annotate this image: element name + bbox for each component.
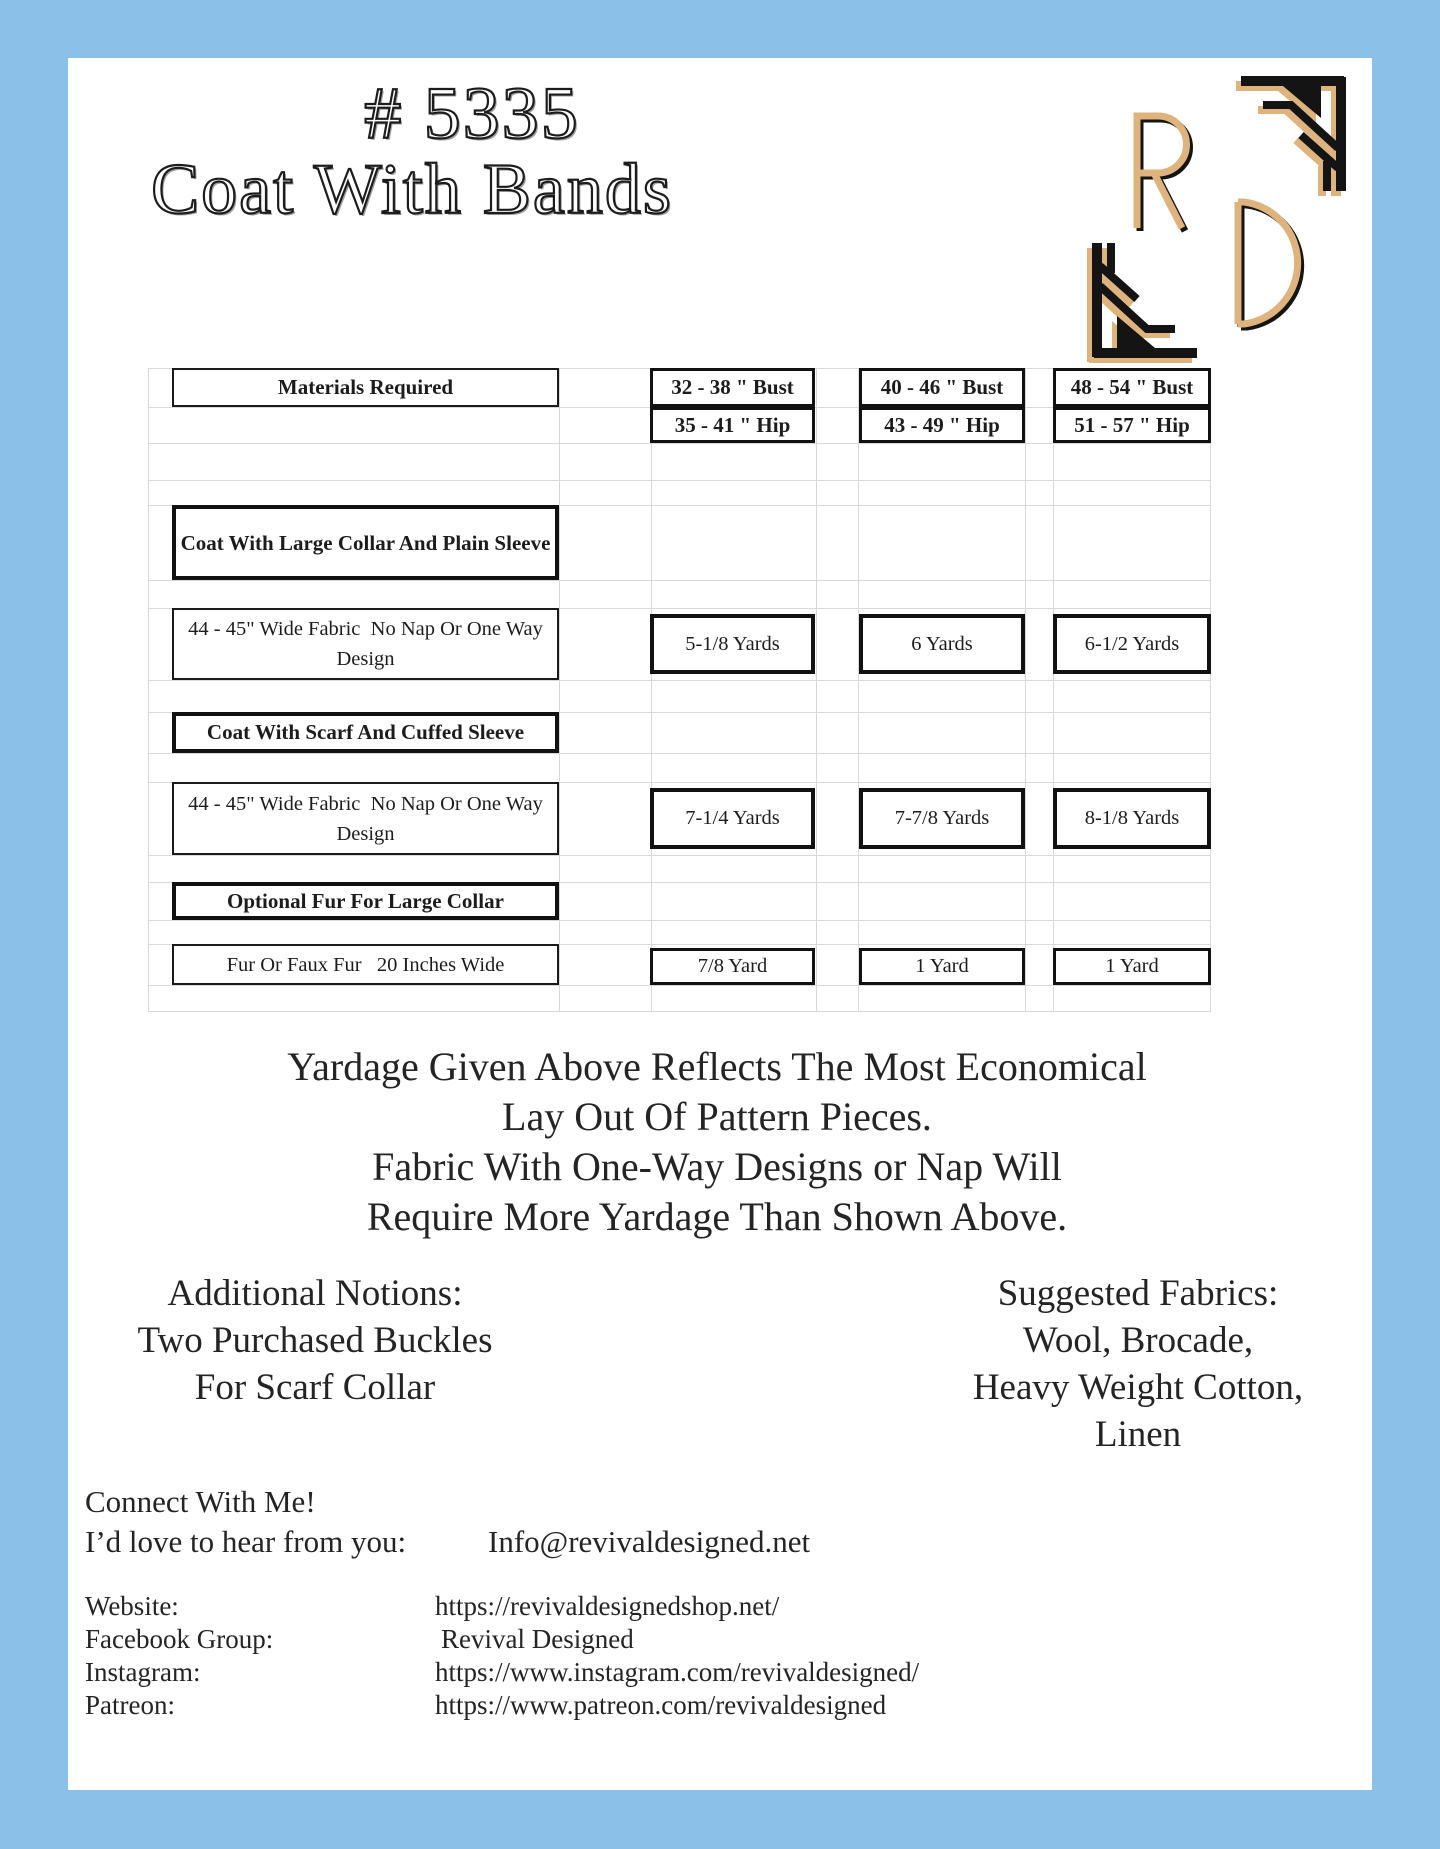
section-title-coat-large-collar: Coat With Large Collar And Plain Sleeve [172,505,559,580]
instagram-url-link[interactable]: https://www.instagram.com/revivaldesigned/ [435,1657,920,1687]
notions-line: For Scarf Collar [194,1367,436,1408]
fabrics-line: Wool, Brocade, [1022,1320,1254,1361]
connect-headline: Connect With Me! [85,1484,316,1519]
pattern-number: # 5335 [364,73,580,155]
corner-ornament-top-right [1236,77,1344,196]
yardage-table [148,368,1211,1012]
note-line: Lay Out Of Pattern Pieces. [502,1094,932,1139]
yardage-cell: 7/8 Yard [650,948,815,985]
note-line: Yardage Given Above Reflects The Most Economical [287,1044,1147,1089]
revival-designed-logo-icon [1075,65,1355,365]
instagram-label: Instagram: [85,1657,201,1687]
connect-section [85,1482,810,1562]
section-title-optional-fur: Optional Fur For Large Collar [172,882,559,920]
fabrics-line: Heavy Weight Cotton, [972,1367,1304,1408]
materials-required-header: Materials Required [172,368,559,407]
yardage-cell: 8-1/8 Yards [1053,788,1211,849]
page [68,58,1372,1790]
facebook-label: Facebook Group: [85,1624,274,1654]
note-line: Fabric With One-Way Designs or Nap Will [372,1144,1062,1189]
fabrics-line: Linen [1094,1414,1182,1455]
website-label: Website: [85,1591,179,1621]
notions-line: Two Purchased Buckles [137,1320,493,1361]
link-row-instagram [85,1656,919,1689]
logo-letter-d [1238,202,1301,327]
size-col-3-bust: 48 - 54 " Bust [1053,368,1211,407]
website-url-link[interactable]: https://revivaldesignedshop.net/ [435,1591,780,1621]
yardage-cell: 5-1/8 Yards [650,614,815,674]
patreon-label: Patreon: [85,1690,175,1720]
fabric-row-label-2: 44 - 45" Wide Fabric No Nap Or One Way Design [172,782,559,855]
corner-ornament-bottom-left [1089,243,1197,362]
suggested-fabrics [908,1270,1368,1458]
yardage-cell: 6-1/2 Yards [1053,614,1211,674]
size-col-2-bust: 40 - 46 " Bust [859,368,1025,407]
facebook-group-name: Revival Designed [441,1624,634,1654]
link-row-website [85,1590,919,1623]
fabrics-title: Suggested Fabrics: [997,1273,1279,1314]
page-title: Coat With Bands [151,149,673,229]
yardage-cell: 6 Yards [859,614,1025,674]
size-col-3-hip: 51 - 57 " Hip [1053,407,1211,443]
fabric-row-label-1: 44 - 45" Wide Fabric No Nap Or One Way Design [172,608,559,680]
yardage-cell: 7-7/8 Yards [859,788,1025,849]
social-links [85,1590,919,1722]
yardage-cell: 7-1/4 Yards [650,788,815,849]
note-line: Require More Yardage Than Shown Above. [366,1194,1068,1239]
yardage-cell: 1 Yard [859,948,1025,985]
contact-email-link[interactable]: Info@revivaldesigned.net [488,1524,811,1559]
size-col-2-hip: 43 - 49 " Hip [859,407,1025,443]
link-row-patreon [85,1689,919,1722]
yardage-note [160,1042,1274,1242]
notions-title: Additional Notions: [167,1273,463,1314]
yardage-cell: 1 Yard [1053,948,1211,985]
size-col-1-bust: 32 - 38 " Bust [650,368,815,407]
size-col-1-hip: 35 - 41 " Hip [650,407,815,443]
logo-letter-r [1137,116,1190,231]
fur-row-label: Fur Or Faux Fur 20 Inches Wide [172,944,559,985]
link-row-facebook [85,1623,919,1656]
section-title-coat-scarf: Coat With Scarf And Cuffed Sleeve [172,712,559,753]
patreon-url-link[interactable]: https://www.patreon.com/revivaldesigned [435,1690,887,1720]
connect-prompt: I’d love to hear from you: [85,1524,407,1559]
additional-notions [95,1270,535,1411]
